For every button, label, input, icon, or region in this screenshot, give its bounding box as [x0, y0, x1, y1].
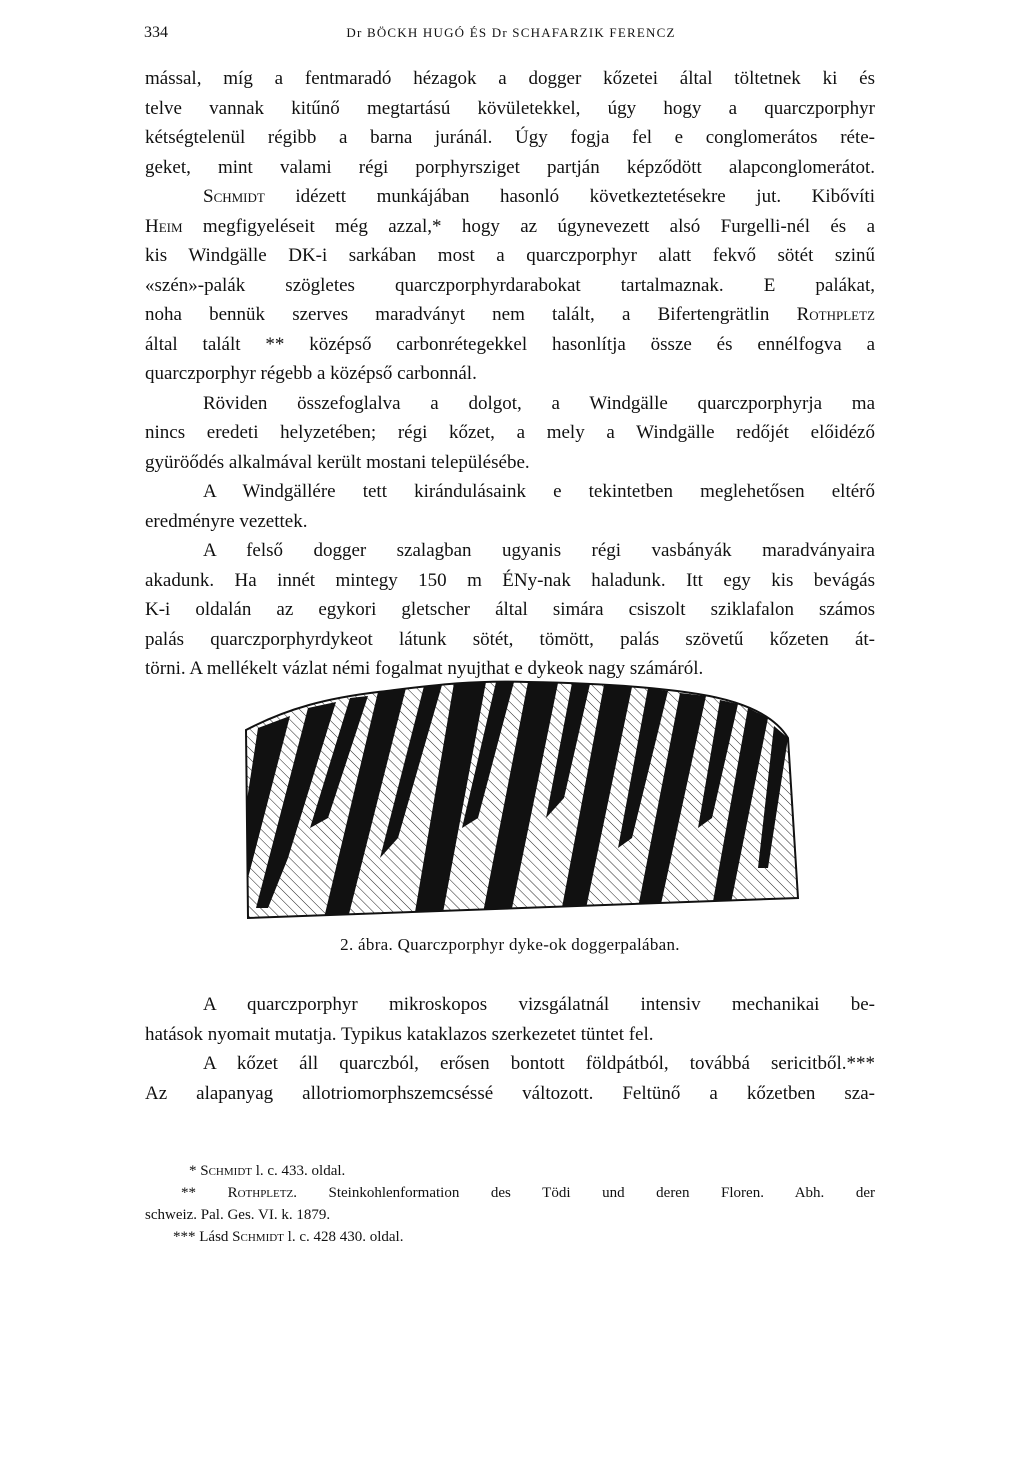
dyke-sketch-drawing	[228, 668, 808, 930]
text-line: gyüröődés alkalmával került mostani településébe.	[145, 451, 530, 473]
text-span: noha bennük szerves maradványt nem talált, a Bifertengrätlin	[145, 304, 797, 325]
text-line: nincs eredeti helyzetében; régi kőzet, a mely a Windgälle redőjét előidéző	[145, 422, 875, 443]
page-number: 334	[144, 24, 168, 41]
text-line	[145, 212, 875, 242]
text-line: quarczporphyr régebb a középső carbonnál.	[145, 363, 477, 384]
body-text-continued	[145, 990, 875, 1108]
text-span: l. c. 433. oldal.	[251, 1163, 346, 1179]
text-line: akadunk. Ha innét mintegy 150 m ÉNy-nak haladunk. Itt egy kis bevágás	[145, 569, 875, 591]
body-text	[145, 64, 875, 684]
text-line	[145, 182, 875, 212]
text-line: K-i oldalán az egykori gletscher által simára csiszolt sziklafalon számos	[145, 599, 875, 620]
footnote	[145, 1160, 875, 1182]
text-span: . Steinkohlenformation des Tödi und deren Floren. Abh. der	[293, 1185, 876, 1201]
text-line	[145, 300, 875, 330]
author-name: Rothpletz	[227, 1185, 294, 1201]
text-line: hatások nyomait mutatja. Typikus kataklazos szerkezetet tüntet fel.	[145, 1023, 654, 1045]
text-span: Lásd	[199, 1229, 233, 1245]
figure-caption: 2. ábra. Quarczporphyr dyke-ok doggerpalában.	[340, 935, 680, 954]
footnote-continued: schweiz. Pal. Ges. VI. k. 1879.	[145, 1207, 331, 1223]
text-line: mással, míg a fentmaradó hézagok a dogger kőzetei által töltetnek ki és	[145, 68, 875, 89]
text-span: megfigyeléseit még azzal,* hogy az úgynevezett alsó Furgelli-nél és a	[182, 215, 875, 237]
author-name: Schmidt	[232, 1229, 284, 1245]
dyke-sketch-figure	[228, 668, 808, 930]
text-line: A quarczporphyr mikroskopos vizsgálatnál intensiv mechanikai be-	[203, 994, 875, 1015]
text-line: palás quarczporphyrdykeot látunk sötét, tömött, palás szövetű kőzeten át-	[145, 628, 875, 650]
text-line: telve vannak kitűnő megtartású kövületekkel, úgy hogy a quarczporphyr	[145, 97, 875, 119]
running-head: Dr BÖCKH HUGÓ ÉS Dr SCHAFARZIK FERENCZ	[346, 25, 676, 40]
text-line: által talált ** középső carbonrétegekkel hasonlítja össze és ennélfogva a	[145, 333, 875, 355]
footnote-mark: *	[189, 1163, 197, 1179]
text-line: «szén»-palák szögletes quarczporphyrdarabokat tartalmaznak. E palákat,	[145, 274, 875, 296]
footnote	[145, 1226, 875, 1248]
text-line: eredményre vezettek.	[145, 510, 308, 532]
author-name: Rothpletz	[796, 304, 875, 325]
text-line: A felső dogger szalagban ugyanis régi vasbányák maradványaira	[203, 540, 875, 561]
author-name: Schmidt	[203, 186, 265, 207]
text-line: A Windgällére tett kirándulásaink e tekintetben meglehetősen eltérő	[203, 481, 875, 502]
author-name: Heim	[145, 215, 183, 237]
text-span: idézett munkájában hasonló következtetésekre jut. Kibővíti	[264, 186, 875, 207]
text-line: törni. A mellékelt vázlat némi fogalmat nyujthat e dykeok nagy számáról.	[145, 658, 704, 679]
text-line: A kőzet áll quarczból, erősen bontott földpátból, továbbá sericitből.***	[203, 1053, 875, 1074]
text-line: Röviden összefoglalva a dolgot, a Windgälle quarczporphyrja ma	[203, 392, 875, 414]
footnote	[145, 1182, 875, 1204]
text-line: kis Windgälle DK-i sarkában most a quarczporphyr alatt fekvő sötét szinű	[145, 245, 875, 266]
text-span: l. c. 428 430. oldal.	[283, 1229, 404, 1245]
page-header	[144, 24, 878, 46]
footnote-mark: **	[181, 1185, 196, 1201]
text-line: Az alapanyag allotriomorphszemcséssé változott. Feltünő a kőzetben sza-	[145, 1082, 875, 1104]
text-line: geket, mint valami régi porphyrsziget partján képződött alapconglomerátot.	[145, 156, 875, 178]
footnotes	[145, 1160, 875, 1248]
author-name: Schmidt	[200, 1163, 252, 1179]
text-line: kétségtelenül régibb a barna juránál. Úgy fogja fel e conglomerátos réte-	[145, 127, 875, 148]
footnote-mark: ***	[173, 1229, 196, 1245]
